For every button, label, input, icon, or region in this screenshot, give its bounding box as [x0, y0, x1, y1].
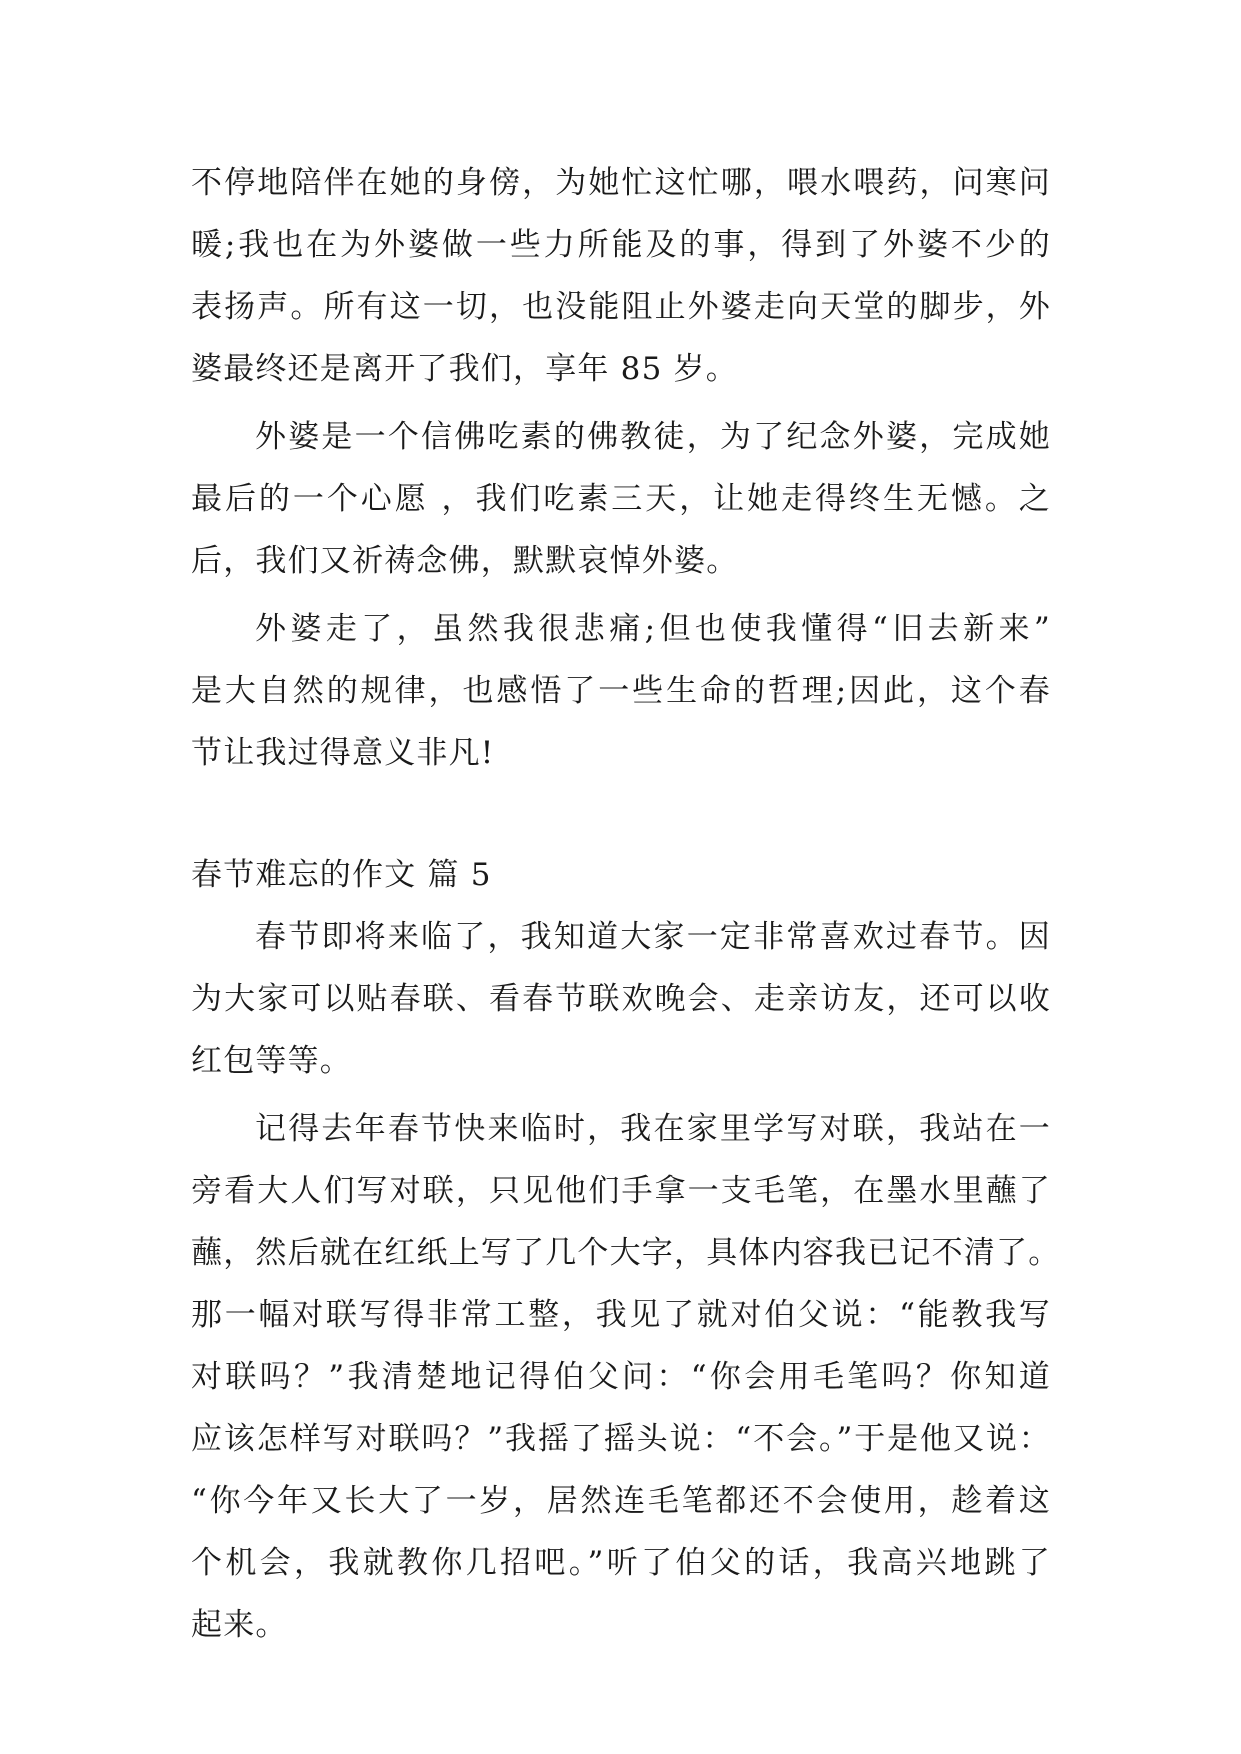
paragraph [191, 1098, 1061, 1656]
document-body [191, 152, 1061, 1656]
text-line: 最后的一个心愿 ，我们吃素三天，让她走得终生无憾。之 [191, 481, 1051, 517]
text-line: “你今年又长大了一岁，居然连毛笔都还不会使用，趁着这 [191, 1483, 1051, 1519]
section-heading: 春节难忘的作文 篇 5 [191, 857, 492, 893]
paragraph [191, 406, 1051, 592]
text-line: 外婆是一个信佛吃素的佛教徒，为了纪念外婆，完成她 [255, 419, 1051, 455]
text-line: 旁看大人们写对联，只见他们手拿一支毛笔，在墨水里蘸了 [191, 1173, 1051, 1209]
text-line: 春节即将来临了，我知道大家一定非常喜欢过春节。因 [255, 919, 1051, 955]
text-line: 红包等等。 [191, 1043, 352, 1079]
paragraph [191, 906, 1051, 1092]
paragraph [191, 598, 1051, 784]
text-line: 蘸，然后就在红纸上写了几个大字，具体内容我已记不清了。 [191, 1235, 1061, 1271]
text-line: 节让我过得意义非凡! [191, 735, 495, 771]
text-line: 婆最终还是离开了我们，享年 85 岁。 [191, 351, 738, 387]
text-line: 对联吗？”我清楚地记得伯父问：“你会用毛笔吗？你知道 [191, 1359, 1051, 1395]
text-line: 表扬声。所有这一切，也没能阻止外婆走向天堂的脚步，外 [191, 289, 1051, 325]
text-line: 外婆走了，虽然我很悲痛;但也使我懂得“旧去新来” [255, 611, 1051, 647]
text-line: 记得去年春节快来临时，我在家里学写对联，我站在一 [255, 1111, 1051, 1147]
text-line: 应该怎样写对联吗？”我摇了摇头说：“不会。”于是他又说： [191, 1421, 1051, 1457]
text-line: 个机会，我就教你几招吧。”听了伯父的话，我高兴地跳了 [191, 1545, 1051, 1581]
paragraph-continued [191, 152, 1051, 400]
text-line: 暖;我也在为外婆做一些力所能及的事，得到了外婆不少的 [191, 227, 1051, 263]
text-line: 起来。 [191, 1607, 288, 1643]
text-line: 是大自然的规律，也感悟了一些生命的哲理;因此，这个春 [191, 673, 1051, 709]
text-line: 为大家可以贴春联、看春节联欢晚会、走亲访友，还可以收 [191, 981, 1051, 1017]
text-line: 不停地陪伴在她的身傍，为她忙这忙哪，喂水喂药，问寒问 [191, 165, 1051, 201]
text-line: 那一幅对联写得非常工整，我见了就对伯父说：“能教我写 [191, 1297, 1051, 1333]
text-line: 后，我们又祈祷念佛，默默哀悼外婆。 [191, 543, 739, 579]
